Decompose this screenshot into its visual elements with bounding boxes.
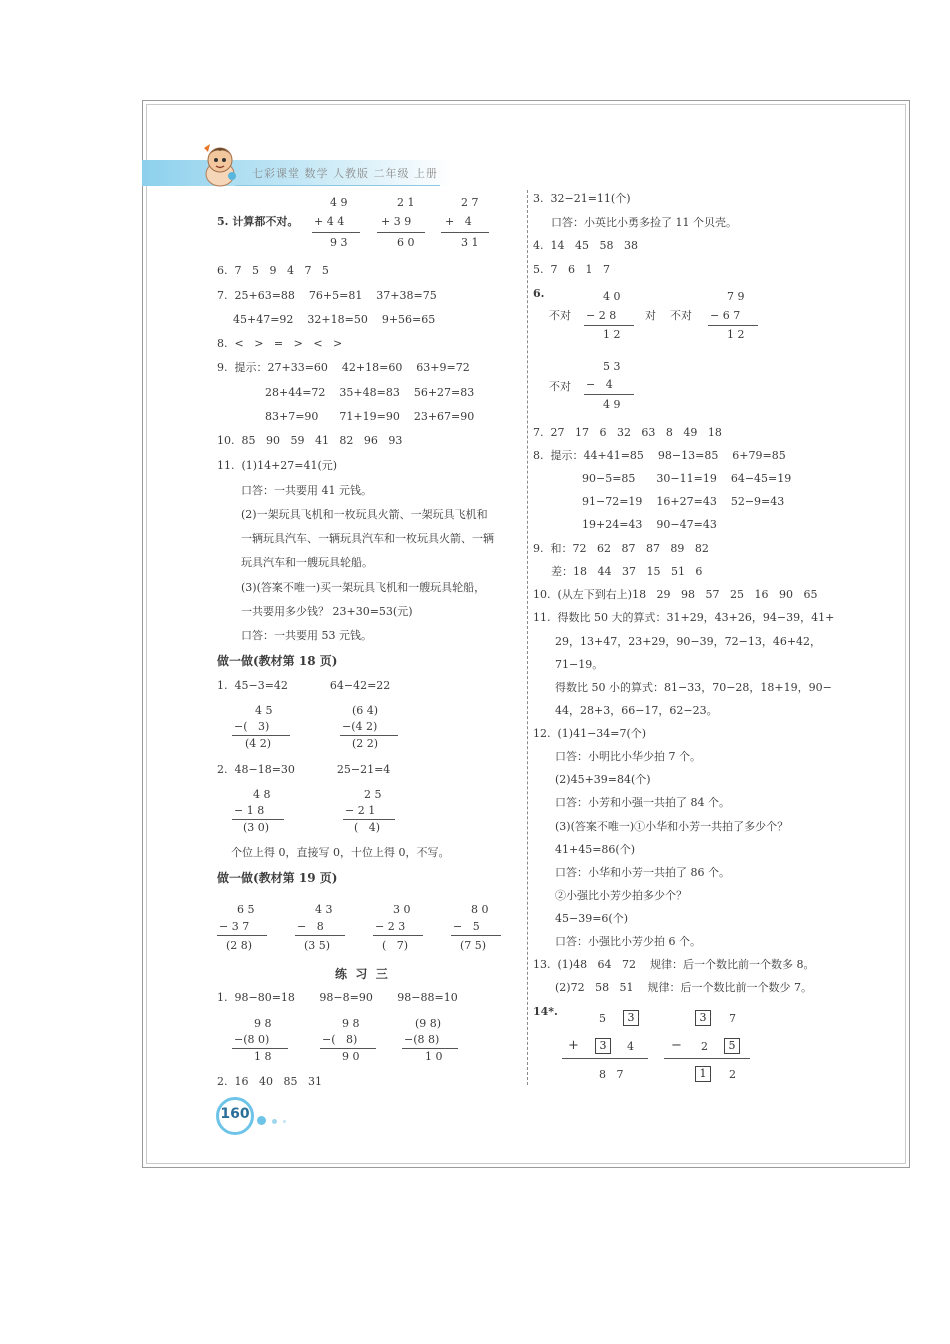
q5-label: 5. 计算都不对。 — [217, 215, 299, 228]
exercise-3-title: 练 习 三 — [335, 967, 388, 981]
r-q6c-res: 4 9 — [603, 398, 621, 411]
s19c-rule — [373, 935, 423, 936]
decor-dot — [272, 1119, 277, 1124]
q9-line1: 9. 提示：27+33=60 42+18=60 63+9=72 — [217, 361, 470, 374]
r-q6c-mid: − 4 — [586, 378, 613, 391]
s19c-top: 3 0 — [393, 903, 411, 916]
r-q6b-top: 7 9 — [727, 290, 745, 303]
q14b-mid-digit: 2 — [701, 1040, 708, 1053]
r-q6-verdict-1: 不对 — [549, 309, 571, 322]
r-q6-verdict-2: 对 — [645, 309, 656, 322]
r-q3-line1: 3. 32−21=11(个) — [533, 192, 631, 205]
s18-q2b-mid: − 2 1 — [345, 804, 376, 817]
r-q9-sum: 9. 和：72 62 87 87 89 82 — [533, 542, 709, 555]
q14a-mid-digit: 4 — [627, 1040, 634, 1053]
q14a-result: 8 7 — [599, 1068, 624, 1081]
r-q6c-rule — [584, 394, 634, 395]
r-q6-label: 6. — [533, 287, 545, 300]
s19b-res: (3 5) — [304, 939, 331, 952]
r-q8-line4: 19+24=43 90−47=43 — [582, 518, 717, 531]
s18-q2b-res: ( 4) — [354, 821, 381, 834]
q5c-rule — [441, 232, 489, 233]
r-q9-diff: 差：18 44 37 15 51 6 — [551, 565, 703, 578]
q5b-mid: + 3 9 — [381, 215, 412, 228]
mascot-icon — [196, 140, 244, 188]
s19a-mid: − 3 7 — [219, 920, 250, 933]
ex3-q1c-res: 1 0 — [425, 1050, 443, 1063]
r-q5: 5. 7 6 1 7 — [533, 263, 610, 276]
s19d-mid: − 5 — [453, 920, 480, 933]
r-q3-line2: 口答：小英比小勇多捡了 11 个贝壳。 — [551, 216, 737, 229]
q5a-mid: + 4 4 — [314, 215, 345, 228]
q11-line6: (3)(答案不唯一)买一架玩具飞机和一艘玩具轮船， — [241, 581, 486, 594]
q5a-rule — [312, 232, 360, 233]
q9-line2: 28+44=72 35+48=83 56+27=83 — [265, 386, 475, 399]
r-q6a-top: 4 0 — [603, 290, 621, 303]
q6: 6. 7 5 9 4 7 5 — [217, 264, 329, 277]
r-q10: 10. (从左下到右上)18 29 98 57 25 16 90 65 — [533, 588, 818, 601]
r-q12-line8: ②小强比小芳少拍多少个？ — [555, 889, 687, 902]
s19d-top: 8 0 — [471, 903, 489, 916]
q11-line4: 一辆玩具汽车、一辆玩具汽车和一枚玩具火箭、一辆 — [241, 532, 494, 545]
q7-line2: 45+47=92 32+18=50 9+56=65 — [233, 313, 436, 326]
s18-q2: 2. 48−18=30 25−21=4 — [217, 763, 391, 776]
r-q7: 7. 27 17 6 32 63 8 49 18 — [533, 426, 722, 439]
q11-line2: 口答：一共要用 41 元钱。 — [241, 484, 372, 497]
r-q13-line2: (2)72 58 51 规律：后一个数比前一个数少 7。 — [555, 981, 813, 994]
q14a-top-digit: 5 — [599, 1012, 606, 1025]
section-18-heading: 做一做(教材第 18 页) — [217, 654, 338, 668]
q8: 8. < > = > < > — [217, 337, 343, 350]
q5b-res: 6 0 — [397, 236, 415, 249]
s19b-top: 4 3 — [315, 903, 333, 916]
q5b-rule — [377, 232, 425, 233]
q5c-res: 3 1 — [461, 236, 479, 249]
q5a-res: 9 3 — [330, 236, 348, 249]
r-q11-line3: 71−19。 — [555, 658, 604, 671]
ex3-q1a-top: 9 8 — [254, 1017, 272, 1030]
q11-line8: 口答：一共要用 53 元钱。 — [241, 629, 372, 642]
page-number: 160 — [220, 1106, 250, 1122]
s18-q1a-mid: −( 3) — [234, 720, 270, 733]
decor-dot — [283, 1120, 286, 1123]
header-title: 七彩课堂 数学 人教版 二年级 上册 — [252, 167, 438, 180]
r-q14-label: 14*. — [533, 1005, 558, 1018]
ex3-q1b-res: 9 0 — [342, 1050, 360, 1063]
ex3-q1b-rule — [320, 1048, 376, 1049]
s19b-rule — [295, 935, 345, 936]
r-q11-line5: 44，28+3，66−17，62−23。 — [555, 704, 718, 717]
r-q12-line1: 12. (1)41−34=7(个) — [533, 727, 647, 740]
ex3-q1c-rule — [402, 1048, 458, 1049]
q14a-top-box: 3 — [623, 1010, 639, 1026]
r-q8-line2: 90−5=85 30−11=19 64−45=19 — [582, 472, 792, 485]
q5a-top: 4 9 — [330, 196, 348, 209]
r-q12-line2: 口答：小明比小华少拍 7 个。 — [555, 750, 701, 763]
r-q4: 4. 14 45 58 38 — [533, 239, 638, 252]
decor-dot — [257, 1116, 266, 1125]
s18-q1b-rule — [340, 735, 398, 736]
q14b-result-box: 1 — [695, 1066, 711, 1082]
s19a-top: 6 5 — [237, 903, 255, 916]
q14a-mid-box: 3 — [595, 1038, 611, 1054]
ex3-q1a-rule — [232, 1048, 288, 1049]
r-q11-line4: 得数比 50 小的算式：81−33，70−28，18+19，90− — [555, 681, 832, 694]
column-divider — [527, 190, 529, 1085]
s18-q2b-top: 2 5 — [364, 788, 382, 801]
ex3-q1a-res: 1 8 — [254, 1050, 272, 1063]
r-q12-line6: 41+45=86(个) — [555, 843, 636, 856]
r-q11-line2: 29，13+47，23+29，90−39，72−13，46+42， — [555, 635, 822, 648]
s19c-mid: − 2 3 — [375, 920, 406, 933]
s18-q1b-res: (2 2) — [352, 737, 379, 750]
r-q6-verdict-4: 不对 — [549, 380, 571, 393]
q14a-plus: + — [568, 1038, 579, 1053]
r-q6b-rule — [708, 325, 758, 326]
r-q12-line10: 口答：小强比小芳少拍 6 个。 — [555, 935, 701, 948]
s19d-res: (7 5) — [460, 939, 487, 952]
r-q6b-res: 1 2 — [727, 328, 745, 341]
r-q6b-mid: − 6 7 — [710, 309, 741, 322]
r-q12-line7: 口答：小华和小芳一共拍了 86 个。 — [555, 866, 730, 879]
q5c-top: 2 7 — [461, 196, 479, 209]
r-q8-line3: 91−72=19 16+27=43 52−9=43 — [582, 495, 785, 508]
q14a-rule — [562, 1058, 648, 1059]
r-q12-line9: 45−39=6(个) — [555, 912, 629, 925]
r-q6a-rule — [584, 325, 634, 326]
ex3-q1c-mid: −(8 8) — [404, 1033, 440, 1046]
header-underline — [235, 185, 440, 186]
s18-q1: 1. 45−3=42 64−42=22 — [217, 679, 391, 692]
s18-q2a-res: (3 0) — [243, 821, 270, 834]
q11-line3: (2)一架玩具飞机和一枚玩具火箭、一架玩具飞机和 — [241, 508, 488, 521]
q11-line7: 一共要用多少钱？ 23+30=53(元) — [241, 605, 413, 618]
r-q6-verdict-3: 不对 — [670, 309, 692, 322]
q11-line1: 11. (1)14+27=41(元) — [217, 459, 338, 472]
q14b-mid-box: 5 — [724, 1038, 740, 1054]
s19a-res: (2 8) — [226, 939, 253, 952]
q9-line3: 83+7=90 71+19=90 23+67=90 — [265, 410, 475, 423]
s19d-rule — [451, 935, 501, 936]
r-q11-line1: 11. 得数比 50 大的算式：31+29，43+26，94−39，41+ — [533, 611, 835, 624]
s18-q2a-rule — [232, 819, 284, 820]
s18-q1b-mid: −(4 2) — [342, 720, 378, 733]
s18-q1a-res: (4 2) — [245, 737, 272, 750]
ex3-q1a-mid: −(8 0) — [234, 1033, 270, 1046]
r-q6c-top: 5 3 — [603, 360, 621, 373]
s19b-mid: − 8 — [297, 920, 324, 933]
r-q6a-mid: − 2 8 — [586, 309, 617, 322]
section-19-heading: 做一做(教材第 19 页) — [217, 871, 338, 885]
s18-q1b-top: (6 4) — [352, 704, 379, 717]
s18-q1a-top: 4 5 — [255, 704, 273, 717]
q14b-top-digit: 7 — [729, 1012, 736, 1025]
s18-q2a-mid: − 1 8 — [234, 804, 265, 817]
r-q13-line1: 13. (1)48 64 72 规律：后一个数比前一个数多 8。 — [533, 958, 815, 971]
ex3-q1c-top: (9 8) — [415, 1017, 442, 1030]
s18-q1a-rule — [232, 735, 290, 736]
q5b-top: 2 1 — [397, 196, 415, 209]
r-q6a-res: 1 2 — [603, 328, 621, 341]
r-q12-line3: (2)45+39=84(个) — [555, 773, 651, 786]
s18-q2a-top: 4 8 — [253, 788, 271, 801]
q14b-minus: − — [671, 1038, 682, 1053]
q10: 10. 85 90 59 41 82 96 93 — [217, 434, 403, 447]
r-q12-line5: (3)(答案不唯一)①小华和小芳一共拍了多少个？ — [555, 820, 789, 833]
q14b-rule — [664, 1058, 750, 1059]
q11-line5: 玩具汽车和一艘玩具轮船。 — [241, 556, 373, 569]
ex3-q1: 1. 98−80=18 98−8=90 98−88=10 — [217, 991, 458, 1004]
ex3-q1b-top: 9 8 — [342, 1017, 360, 1030]
q14b-top-box: 3 — [695, 1010, 711, 1026]
ex3-q1b-mid: −( 8) — [322, 1033, 358, 1046]
q14b-result-digit: 2 — [729, 1068, 736, 1081]
s19a-rule — [217, 935, 267, 936]
s18-note: 个位上得 0，直接写 0，十位上得 0，不写。 — [231, 846, 450, 859]
ex3-q2: 2. 16 40 85 31 — [217, 1075, 322, 1088]
r-q8-line1: 8. 提示：44+41=85 98−13=85 6+79=85 — [533, 449, 786, 462]
s18-q2b-rule — [343, 819, 395, 820]
q7-line1: 7. 25+63=88 76+5=81 37+38=75 — [217, 289, 437, 302]
s19c-res: ( 7) — [382, 939, 409, 952]
q5c-mid: + 4 — [445, 215, 472, 228]
r-q12-line4: 口答：小芳和小强一共拍了 84 个。 — [555, 796, 730, 809]
